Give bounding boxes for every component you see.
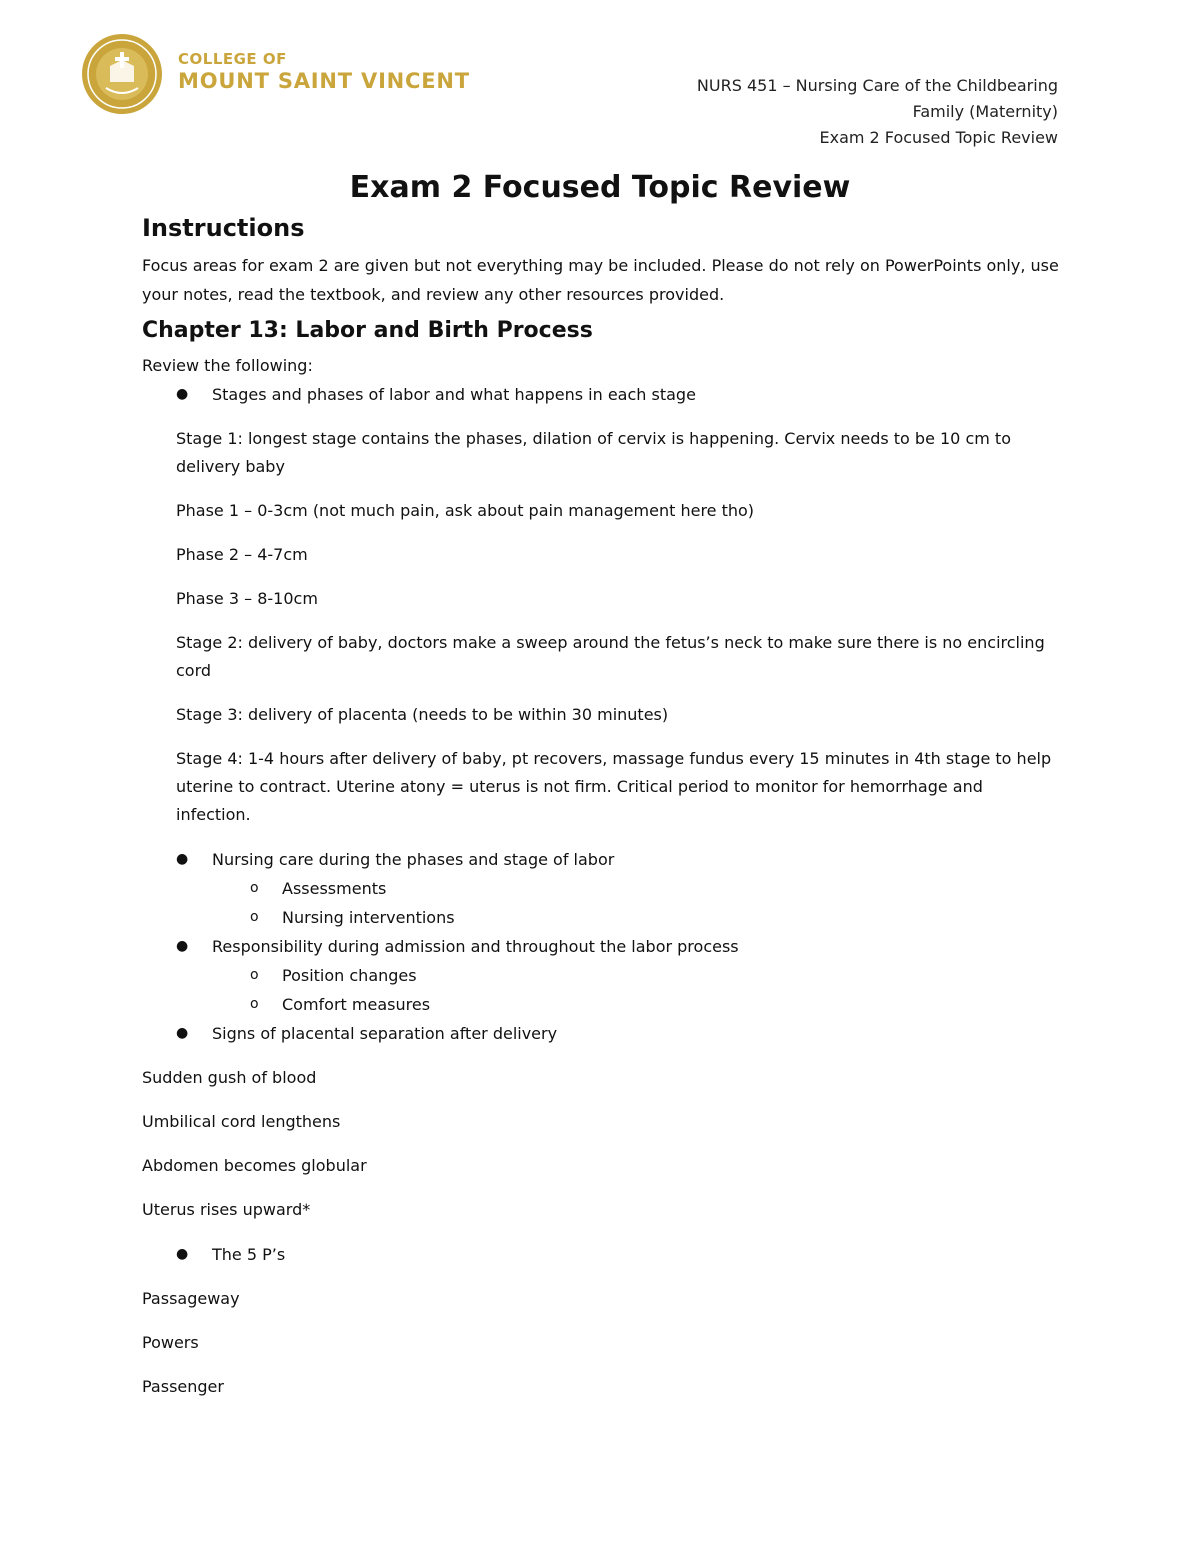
separation-sign: Sudden gush of blood bbox=[142, 1068, 317, 1087]
instructions-heading: Instructions bbox=[142, 214, 305, 242]
chapter-content bbox=[142, 352, 1062, 1401]
bullet-icon: ● bbox=[176, 851, 189, 867]
sub-list-item-text: Position changes bbox=[282, 966, 417, 985]
course-line-1: NURS 451 – Nursing Care of the Childbearing bbox=[696, 76, 1058, 95]
course-line-2: Family (Maternity) bbox=[912, 102, 1058, 121]
bullet-icon: ● bbox=[176, 1246, 189, 1262]
stage-2-note: Stage 2: delivery of baby, doctors make a sweep around the fetus’s neck to make sure there is no encircling cord bbox=[176, 633, 1045, 680]
course-line-3: Exam 2 Focused Topic Review bbox=[819, 128, 1058, 147]
list-item-text: Nursing care during the phases and stage of labor bbox=[212, 850, 615, 869]
phase-3-note: Phase 3 – 8-10cm bbox=[176, 589, 318, 608]
list-item bbox=[142, 845, 1062, 874]
course-header bbox=[697, 73, 1058, 151]
review-intro: Review the following: bbox=[142, 356, 313, 375]
sub-bullet-icon: o bbox=[250, 967, 259, 983]
five-ps-item: Powers bbox=[142, 1333, 199, 1352]
list-item bbox=[142, 1019, 1062, 1048]
college-line-1: COLLEGE OF bbox=[178, 50, 287, 68]
stage-4-note: Stage 4: 1-4 hours after delivery of baby, pt recovers, massage fundus every 15 minutes in 4th stage to help uterine to contract. Uterine atony = uterus is not firm. Critical period to monitor for hemorrhage and infection. bbox=[176, 749, 1052, 824]
sub-list-item bbox=[142, 903, 1062, 932]
list-item bbox=[142, 380, 1062, 409]
bullet-icon: ● bbox=[176, 386, 189, 402]
list-item bbox=[142, 1240, 1062, 1269]
separation-sign: Abdomen becomes globular bbox=[142, 1156, 367, 1175]
sub-list-item-text: Comfort measures bbox=[282, 995, 431, 1014]
five-ps-item: Passageway bbox=[142, 1289, 240, 1308]
bullet-icon: ● bbox=[176, 938, 189, 954]
separation-sign: Umbilical cord lengthens bbox=[142, 1112, 341, 1131]
instructions-text: Focus areas for exam 2 are given but not everything may be included. Please do not rely on PowerPoints only, use your notes, read the textbook, and review any other resources provided. bbox=[142, 256, 1059, 304]
college-seal-icon bbox=[80, 32, 164, 116]
sub-bullet-icon: o bbox=[250, 880, 259, 896]
sub-list-item bbox=[142, 990, 1062, 1019]
list-item-text: Stages and phases of labor and what happens in each stage bbox=[212, 385, 696, 404]
page-title: Exam 2 Focused Topic Review bbox=[349, 170, 851, 205]
chapter-heading: Chapter 13: Labor and Birth Process bbox=[142, 318, 593, 343]
list-item bbox=[142, 932, 1062, 961]
five-ps-item: Passenger bbox=[142, 1377, 224, 1396]
list-item-text: Signs of placental separation after delivery bbox=[212, 1024, 558, 1043]
stage-3-note: Stage 3: delivery of placenta (needs to be within 30 minutes) bbox=[176, 705, 669, 724]
phase-2-note: Phase 2 – 4-7cm bbox=[176, 545, 308, 564]
sub-bullet-icon: o bbox=[250, 996, 259, 1012]
sub-bullet-icon: o bbox=[250, 909, 259, 925]
college-line-2: MOUNT SAINT VINCENT bbox=[178, 69, 470, 93]
bullet-icon: ● bbox=[176, 1025, 189, 1041]
sub-list-item bbox=[142, 961, 1062, 990]
sub-list-item-text: Assessments bbox=[282, 879, 387, 898]
college-wordmark bbox=[178, 52, 470, 92]
separation-sign: Uterus rises upward* bbox=[142, 1200, 311, 1219]
sub-list-item-text: Nursing interventions bbox=[282, 908, 455, 927]
college-logo bbox=[80, 32, 500, 116]
list-item-text: The 5 P’s bbox=[212, 1245, 286, 1264]
list-item-text: Responsibility during admission and throughout the labor process bbox=[212, 937, 739, 956]
stage-1-note: Stage 1: longest stage contains the phases, dilation of cervix is happening. Cervix needs to be 10 cm to delivery baby bbox=[176, 429, 1011, 476]
sub-list-item bbox=[142, 874, 1062, 903]
phase-1-note: Phase 1 – 0-3cm (not much pain, ask about pain management here tho) bbox=[176, 501, 755, 520]
